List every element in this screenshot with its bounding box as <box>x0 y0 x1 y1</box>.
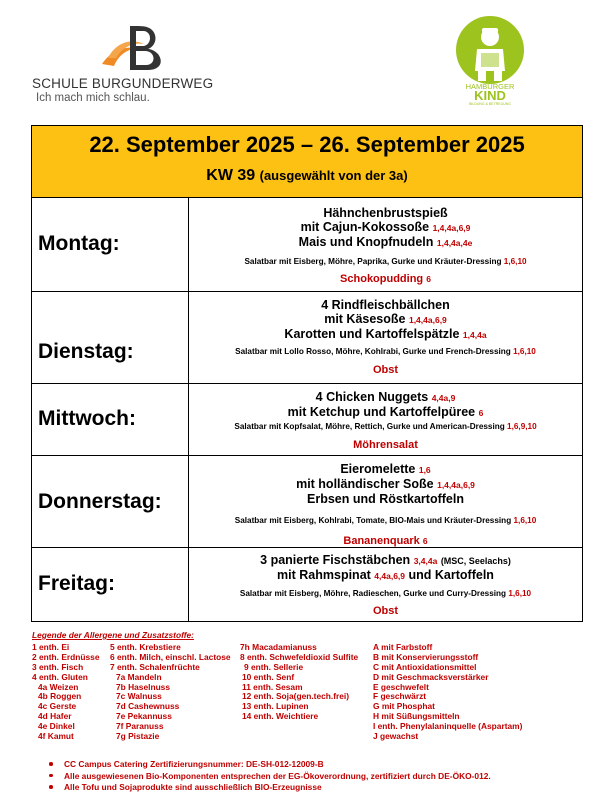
day-label: Dienstag: <box>38 340 134 363</box>
legend-column-1: 1 enth. Ei 2 enth. Erdnüsse 3 enth. Fisch 4 enth. Gluten 4a Weizen 4b Roggen 4c Gerste 4d Hafer 4e Dinkel 4f Kamut <box>32 642 100 742</box>
dish-line: 4 Chicken Nuggets 4,4a,9 <box>315 390 456 404</box>
salad-bar: Salatbar mit Eisberg, Möhre, Radieschen, Gurke und Curry-Dressing 1,6,10 <box>239 589 532 598</box>
day-row-dienstag <box>32 292 582 384</box>
legend-column-3: 7h Macadamianuss 8 enth. Schwefeldioxid Sulfite 9 enth. Sellerie 10 enth. Senf 11 enth. Sesam 12 enth. Soja(gen.tech.frei) 13 enth. Lupinen 14 enth. Weichtiere <box>240 642 359 722</box>
note-item: Alle Tofu und Sojaprodukte sind ausschließlich BIO-Erzeugnisse <box>48 782 491 794</box>
legend-title: Legende der Allergene und Zusatzstoffe: <box>32 630 194 640</box>
dessert: Bananenquark 6 <box>343 535 428 547</box>
dish-line: Erbsen und Röstkartoffeln <box>307 492 464 506</box>
dish-line: 4 Rindfleischbällchen <box>321 298 450 312</box>
school-name: SCHULE BURGUNDERWEG <box>32 76 214 91</box>
day-label: Freitag: <box>38 572 116 595</box>
legend-column-2: 5 enth. Krebstiere 6 enth. Milch, einschl. Lactose 7 enth. Schalenfrüchte 7a Mandeln 7b Haselnuss 7c Walnuss 7d Cashewnuss 7e Pekannuss 7f Paranuss 7g Pistazie <box>110 642 231 742</box>
dish-line: mit Käsesoße 1,4,4a,6,9 <box>324 312 447 326</box>
day-row-freitag <box>32 548 582 621</box>
legend-column-4: A mit Farbstoff B mit Konservierungsstoff C mit Antioxidationsmittel D mit Geschmacksverstärker E geschwefelt F geschwärzt G mit Phosphat H mit Süßungsmitteln I enth. Phenylalaninquelle (Aspartam) J gewachst <box>373 642 523 742</box>
salad-bar: Salatbar mit Eisberg, Möhre, Paprika, Gurke und Kräuter-Dressing 1,6,10 <box>244 257 527 266</box>
dessert: Obst <box>372 605 399 617</box>
dish-line: 3 panierte Fischstäbchen 3,4,4a (MSC, Seelachs) <box>260 553 511 567</box>
school-logo <box>32 22 214 104</box>
dish-line: mit Ketchup und Kartoffelpüree 6 <box>287 405 484 419</box>
kind-line2: KIND <box>474 88 506 103</box>
kind-line1: HAMBURGER <box>465 82 515 91</box>
kw-label: KW 39 <box>206 167 256 184</box>
allergen-legend <box>32 630 572 742</box>
calendar-week <box>32 167 582 185</box>
salad-bar: Salatbar mit Lollo Rosso, Möhre, Kohlrabi, Gurke und French-Dressing 1,6,10 <box>235 347 536 356</box>
day-row-mittwoch <box>32 384 582 456</box>
day-label: Mittwoch: <box>38 407 136 430</box>
week-date-range: 22. September 2025 – 26. September 2025 <box>89 132 525 157</box>
school-b-icon <box>96 22 168 74</box>
hamburger-kind-logo <box>455 15 525 105</box>
dessert: Schokopudding 6 <box>340 273 431 285</box>
day-row-montag <box>32 198 582 292</box>
kw-note: (ausgewählt von der 3a) <box>259 168 408 183</box>
menu-header <box>32 126 582 198</box>
certification-notes <box>48 759 491 794</box>
dish-line: mit holländischer Soße 1,4,4a,6,9 <box>296 477 475 491</box>
dessert: Obst <box>372 364 399 376</box>
dessert: Möhrensalat <box>353 439 418 451</box>
salad-bar: Salatbar mit Eisberg, Kohlrabi, Tomate, BIO-Mais und Kräuter-Dressing 1,6,10 <box>234 516 537 525</box>
day-row-donnerstag <box>32 456 582 548</box>
dish-line: Eieromelette 1,6 <box>340 462 431 476</box>
day-label: Montag: <box>38 232 120 255</box>
dish-line: mit Rahmspinat 4,4a,6,9 und Kartoffeln <box>277 568 494 582</box>
dish-line: Hähnchenbrustspieß <box>323 206 448 220</box>
kind-line3: BILDUNG & BETREUUNG <box>469 102 511 105</box>
dish-line: Karotten und Kartoffelspätzle 1,4,4a <box>284 327 487 341</box>
day-label: Donnerstag: <box>38 490 162 513</box>
note-item: CC Campus Catering Zertifizierungsnummer: DE-SH-012-12009-B <box>48 759 491 771</box>
dish-line: mit Cajun-Kokossoße 1,4,4a,6,9 <box>300 220 471 234</box>
salad-bar: Salatbar mit Kopfsalat, Möhre, Rettich, Gurke und American-Dressing 1,6,9,10 <box>234 422 537 431</box>
school-slogan: Ich mach mich schlau. <box>36 92 150 104</box>
note-item: Alle ausgewiesenen Bio-Komponenten entsprechen der EG-Ökoverordnung, zertifiziert durch DE-ÖKO-012. <box>48 771 491 783</box>
dish-line: Mais und Knopfnudeln 1,4,4a,4e <box>298 235 473 249</box>
weekly-menu-table <box>31 125 583 622</box>
